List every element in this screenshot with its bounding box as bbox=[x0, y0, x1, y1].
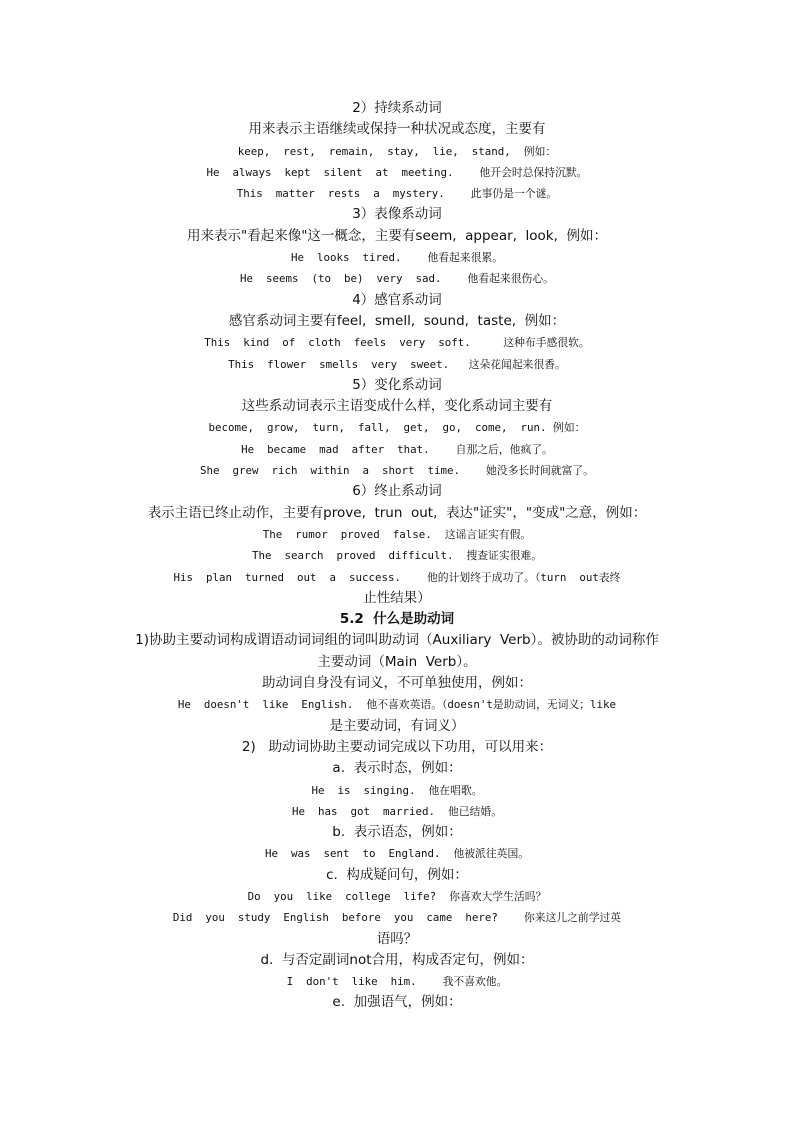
example-sentence: The rumor proved false. 这谣言证实有假。 bbox=[262, 527, 532, 541]
example-sentence: His plan turned out a success. 他的计划终于成功了。（turn out表终 bbox=[173, 570, 621, 584]
example-sentence: He is singing. 他在唱歌。 bbox=[311, 783, 483, 797]
text-line: 主要动词（Main Verb）。 bbox=[317, 653, 477, 670]
text-line: 感官系动词主要有feel, smell, sound, taste, 例如： bbox=[228, 312, 566, 329]
text-line: 1)协助主要动词构成谓语动词词组的词叫助动词（Auxiliary Verb）。被协助的动词称作 bbox=[135, 632, 659, 649]
subheading-change-linking-verbs: 5）变化系动词 bbox=[352, 376, 442, 393]
text-line: 2) 助动词协助主要动词完成以下功用，可以用来： bbox=[241, 738, 553, 755]
text-line: 这些系动词表示主语变成什么样，变化系动词主要有 bbox=[241, 398, 553, 415]
text-line: 用来表示"看起来像"这一概念，主要有seem, appear, look, 例如： bbox=[187, 227, 607, 244]
example-sentence: This flower smells very sweet. 这朵花闻起来很香。 bbox=[228, 357, 566, 371]
text-line: become, grow, turn, fall, get, go, come, run. 例如： bbox=[208, 421, 586, 435]
document-page bbox=[0, 98, 794, 1014]
example-sentence: This kind of cloth feels very soft. 这种布手感很软。 bbox=[204, 336, 590, 350]
list-item: b. 表示语态，例如： bbox=[332, 824, 462, 841]
text-line: 用来表示主语继续或保持一种状况或态度，主要有 bbox=[248, 121, 546, 138]
list-item: d. 与否定副词not合用，构成否定句，例如： bbox=[260, 951, 534, 968]
example-sentence: He always kept silent at meeting. 他开会时总保持沉默。 bbox=[206, 165, 588, 179]
example-sentence: He was sent to England. 他被派往英国。 bbox=[264, 847, 530, 861]
example-sentence: He looks tired. 他看起来很累。 bbox=[290, 251, 504, 265]
list-item: e. 加强语气，例如： bbox=[332, 994, 462, 1011]
text-line: keep, rest, remain, stay, lie, stand, 例如： bbox=[237, 144, 557, 158]
text-line: 语吗？ bbox=[376, 930, 418, 947]
example-sentence: He doesn't like English. 他不喜欢英语。（doesn't是助动词，无词义；like bbox=[177, 698, 617, 712]
example-sentence: This matter rests a mystery. 此事仍是一个谜。 bbox=[236, 187, 558, 201]
example-sentence: Did you study English before you came here? 你来这儿之前学过英 bbox=[172, 911, 622, 925]
subheading-sensory-linking-verbs: 4）感官系动词 bbox=[352, 291, 442, 308]
subheading-continuous-linking-verbs: 2）持续系动词 bbox=[352, 100, 442, 116]
example-sentence: He has got married. 他已结婚。 bbox=[292, 804, 502, 818]
text-line: 表示主语已终止动作，主要有prove, trun out, 表达"证实"，"变成"之意，例如： bbox=[147, 504, 647, 521]
text-line: 是主要动词，有词义） bbox=[329, 717, 465, 734]
text-line: 助动词自身没有词义，不可单独使用，例如： bbox=[262, 675, 532, 692]
list-item: a. 表示时态，例如： bbox=[332, 760, 462, 777]
list-item: c. 构成疑问句，例如： bbox=[326, 866, 468, 883]
example-sentence: He seems (to be) very sad. 他看起来很伤心。 bbox=[240, 272, 554, 286]
section-heading-auxiliary-verbs: 5.2 什么是助动词 bbox=[339, 611, 455, 628]
example-sentence: Do you like college life? 你喜欢大学生活吗？ bbox=[247, 889, 547, 903]
subheading-terminal-linking-verbs: 6）终止系动词 bbox=[352, 483, 442, 500]
example-sentence: He became mad after that. 自那之后，他疯了。 bbox=[241, 442, 553, 456]
example-sentence: She grew rich within a short time. 她没多长时间就富了。 bbox=[200, 464, 594, 478]
example-sentence: I don't like him. 我不喜欢他。 bbox=[286, 975, 508, 989]
subheading-appearance-linking-verbs: 3）表像系动词 bbox=[352, 206, 442, 223]
example-sentence: The search proved difficult. 搜查证实很难。 bbox=[251, 549, 543, 563]
text-line: 止性结果） bbox=[363, 589, 431, 606]
